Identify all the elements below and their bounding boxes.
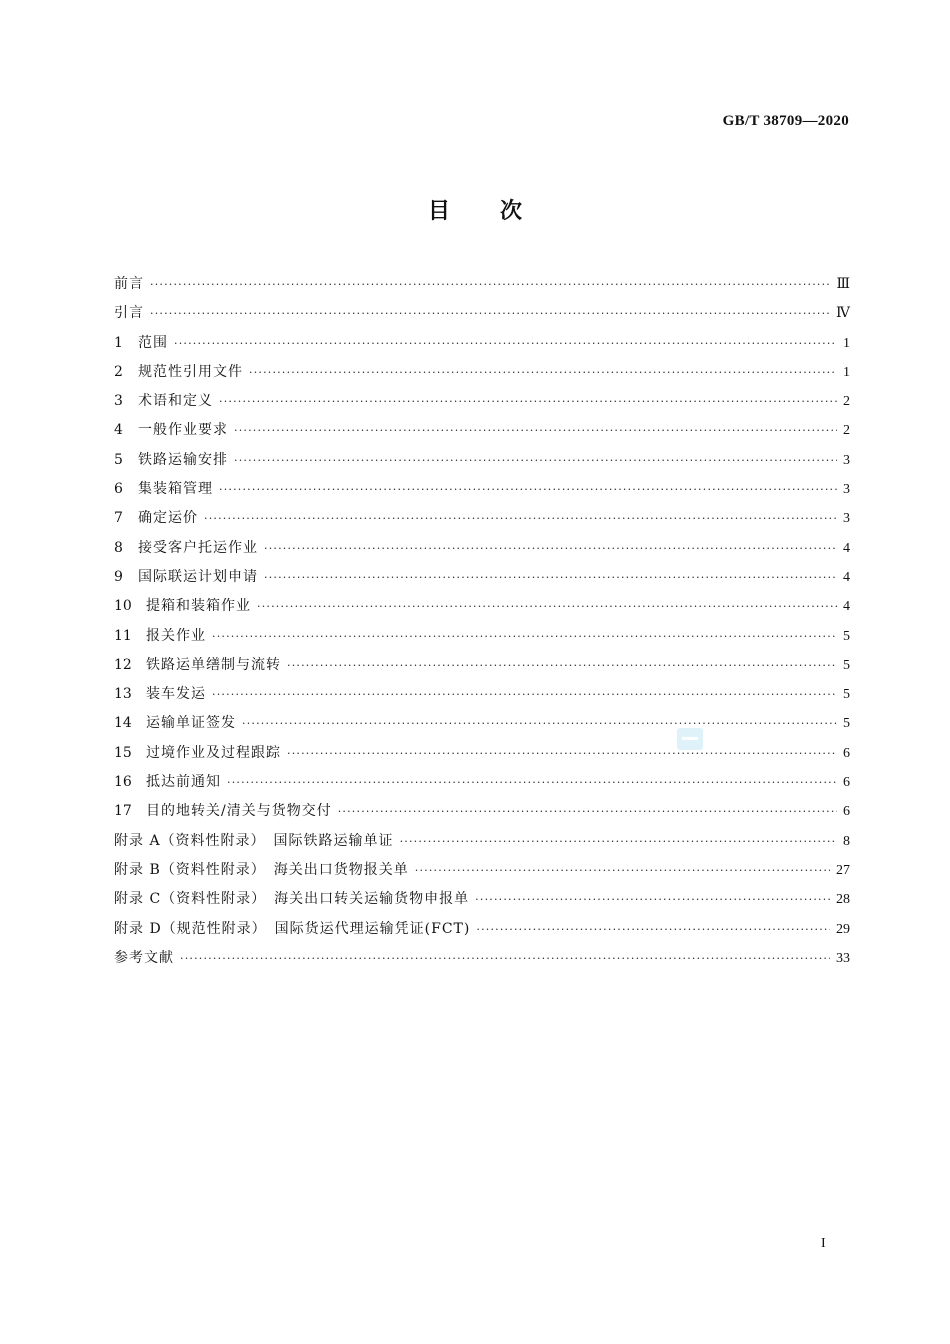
toc-entry[interactable]: [114, 475, 850, 504]
toc-entry-label: 前言: [114, 276, 144, 292]
toc-entry-page: 3: [843, 511, 850, 527]
toc-entry-number: 11: [114, 627, 132, 644]
toc-entry-number: 9: [114, 568, 123, 585]
toc-entry[interactable]: [114, 827, 850, 856]
toc-entry-label: 铁路运单缮制与流转: [146, 656, 281, 673]
toc-entry-title: [114, 563, 258, 592]
toc-entry[interactable]: [114, 534, 850, 563]
toc-entry-number: 15: [114, 744, 132, 761]
toc-entry[interactable]: [114, 329, 850, 358]
toc-leader-dots: [150, 299, 830, 328]
toc-entry-page: 5: [843, 628, 850, 644]
toc-entry-label: 引言: [114, 305, 144, 322]
toc-entry-page: 5: [843, 657, 850, 673]
toc-entry-page: 3: [843, 452, 850, 468]
toc-entry-page: 1: [843, 335, 850, 351]
toc-entry-page: 5: [843, 687, 850, 703]
toc-entry-title: [114, 885, 469, 914]
toc-entry[interactable]: [114, 387, 850, 416]
table-of-contents: [114, 270, 850, 973]
toc-entry-page: 6: [843, 745, 850, 761]
standard-code: GB/T 38709—2020: [722, 113, 849, 129]
toc-entry-label: 一般作业要求: [138, 422, 228, 439]
toc-entry-page: 8: [843, 833, 850, 849]
toc-leader-dots: [219, 387, 837, 416]
toc-entry-label: 提箱和装箱作业: [146, 598, 251, 615]
toc-leader-dots: [338, 797, 837, 826]
toc-entry-label: 接受客户托运作业: [138, 539, 258, 556]
toc-entry-label: 装车发运: [146, 686, 206, 703]
toc-leader-dots: [415, 856, 830, 885]
toc-entry-number: 3: [114, 393, 123, 410]
toc-entry-title: [114, 475, 213, 504]
toc-entry-title: [114, 680, 206, 709]
toc-entry-title: [114, 387, 213, 416]
toc-entry-page: 1: [843, 364, 850, 380]
toc-entry-page: 2: [843, 394, 850, 410]
toc-leader-dots: [475, 885, 830, 914]
title-char-1: 目: [427, 199, 450, 224]
toc-entry-number: 14: [114, 715, 132, 732]
toc-leader-dots: [212, 680, 837, 709]
toc-entry[interactable]: [114, 915, 850, 944]
toc-entry-label: 集装箱管理: [138, 481, 213, 498]
toc-leader-dots: [257, 592, 837, 621]
toc-entry[interactable]: [114, 944, 850, 973]
toc-entry-page: 4: [843, 540, 850, 556]
toc-entry-title: [114, 446, 228, 475]
toc-entry-label: 铁路运输安排: [138, 451, 228, 468]
toc-entry-label: 范围: [138, 334, 168, 351]
toc-entry-number: 7: [114, 510, 123, 527]
toc-entry-title: [114, 944, 174, 973]
toc-entry-title: [114, 856, 409, 885]
toc-entry-label: 附录 A（资料性附录） 国际铁路运输单证: [114, 832, 394, 849]
toc-entry-label: 过境作业及过程跟踪: [146, 744, 281, 761]
toc-entry-title: [114, 299, 144, 328]
toc-entry-title: [114, 416, 228, 445]
toc-leader-dots: [264, 563, 837, 592]
toc-entry-page: 27: [836, 862, 850, 878]
toc-leader-dots: [219, 475, 837, 504]
toc-entry-label: 附录 C（资料性附录） 海关出口转关运输货物申报单: [114, 891, 470, 908]
toc-entry-page: 6: [843, 775, 850, 791]
toc-leader-dots: [180, 944, 830, 973]
toc-entry[interactable]: [114, 739, 850, 768]
toc-entry-number: 2: [114, 363, 123, 380]
toc-entry-label: 运输单证签发: [146, 715, 236, 732]
toc-leader-dots: [242, 709, 837, 738]
toc-entry-page: 28: [836, 892, 850, 908]
toc-entry[interactable]: [114, 270, 850, 299]
toc-entry-title: [114, 915, 470, 944]
toc-leader-dots: [150, 270, 830, 299]
toc-entry-number: 13: [114, 686, 132, 703]
toc-entry-page: 3: [843, 482, 850, 498]
toc-entry-page: 6: [843, 804, 850, 820]
page-title: [0, 194, 950, 225]
toc-entry-label: 附录 D（规范性附录） 国际货运代理运输凭证(FCT): [114, 920, 471, 937]
toc-entry[interactable]: [114, 504, 850, 533]
toc-entry[interactable]: [114, 797, 850, 826]
toc-entry-number: 5: [114, 451, 123, 468]
toc-entry-title: [114, 651, 281, 680]
toc-entry-number: 6: [114, 481, 123, 498]
toc-entry[interactable]: [114, 680, 850, 709]
toc-entry-title: [114, 622, 206, 651]
toc-entry-page: 29: [836, 921, 850, 937]
toc-entry-title: [114, 534, 258, 563]
toc-entry-label: 规范性引用文件: [138, 363, 243, 380]
toc-leader-dots: [212, 622, 837, 651]
toc-leader-dots: [287, 651, 837, 680]
toc-entry-label: 目的地转关/清关与货物交付: [146, 803, 332, 820]
toc-entry-page: Ⅲ: [836, 277, 850, 292]
toc-leader-dots: [249, 358, 837, 387]
toc-entry-title: [114, 592, 251, 621]
toc-entry-title: [114, 739, 281, 768]
toc-entry[interactable]: [114, 592, 850, 621]
toc-entry[interactable]: [114, 416, 850, 445]
toc-entry-label: 报关作业: [146, 627, 206, 644]
toc-entry[interactable]: [114, 885, 850, 914]
toc-entry[interactable]: [114, 446, 850, 475]
toc-leader-dots: [174, 329, 837, 358]
watermark-logo-icon: [677, 728, 703, 750]
toc-leader-dots: [476, 915, 830, 944]
toc-leader-dots: [227, 768, 837, 797]
toc-entry-page: 2: [843, 423, 850, 439]
toc-entry-page: 4: [843, 569, 850, 585]
toc-entry-label: 附录 B（资料性附录） 海关出口货物报关单: [114, 861, 409, 878]
toc-entry-page: 4: [843, 599, 850, 615]
toc-entry-label: 国际联运计划申请: [138, 568, 258, 585]
toc-entry-title: [114, 709, 236, 738]
toc-entry-title: [114, 329, 168, 358]
title-char-2: 次: [500, 199, 523, 224]
toc-entry[interactable]: [114, 622, 850, 651]
toc-leader-dots: [400, 827, 837, 856]
toc-entry-number: 4: [114, 422, 123, 439]
toc-entry-label: 确定运价: [138, 510, 198, 527]
toc-entry[interactable]: [114, 709, 850, 738]
toc-entry[interactable]: [114, 768, 850, 797]
toc-entry-title: [114, 270, 144, 299]
toc-entry-title: [114, 358, 243, 387]
toc-entry[interactable]: [114, 856, 850, 885]
toc-entry-title: [114, 827, 394, 856]
toc-entry-number: 1: [114, 334, 123, 351]
toc-entry[interactable]: [114, 299, 850, 328]
toc-entry-title: [114, 768, 221, 797]
toc-entry[interactable]: [114, 651, 850, 680]
toc-entry-label: 术语和定义: [138, 393, 213, 410]
toc-leader-dots: [264, 534, 837, 563]
toc-entry-number: 17: [114, 803, 132, 820]
toc-entry-label: 抵达前通知: [146, 774, 221, 791]
toc-leader-dots: [287, 739, 837, 768]
toc-leader-dots: [234, 446, 837, 475]
toc-entry-page: Ⅳ: [836, 306, 850, 322]
toc-entry-page: 33: [836, 950, 850, 966]
toc-entry-number: 10: [114, 598, 132, 615]
toc-entry-number: 16: [114, 774, 132, 791]
toc-leader-dots: [204, 504, 837, 533]
page-number: I: [821, 1236, 826, 1251]
toc-entry-page: 5: [843, 716, 850, 732]
toc-entry[interactable]: [114, 358, 850, 387]
toc-entry[interactable]: [114, 563, 850, 592]
toc-entry-title: [114, 504, 198, 533]
toc-entry-label: 参考文献: [114, 949, 174, 966]
toc-entry-title: [114, 797, 332, 826]
toc-entry-number: 12: [114, 656, 132, 673]
toc-entry-number: 8: [114, 539, 123, 556]
toc-leader-dots: [234, 416, 837, 445]
